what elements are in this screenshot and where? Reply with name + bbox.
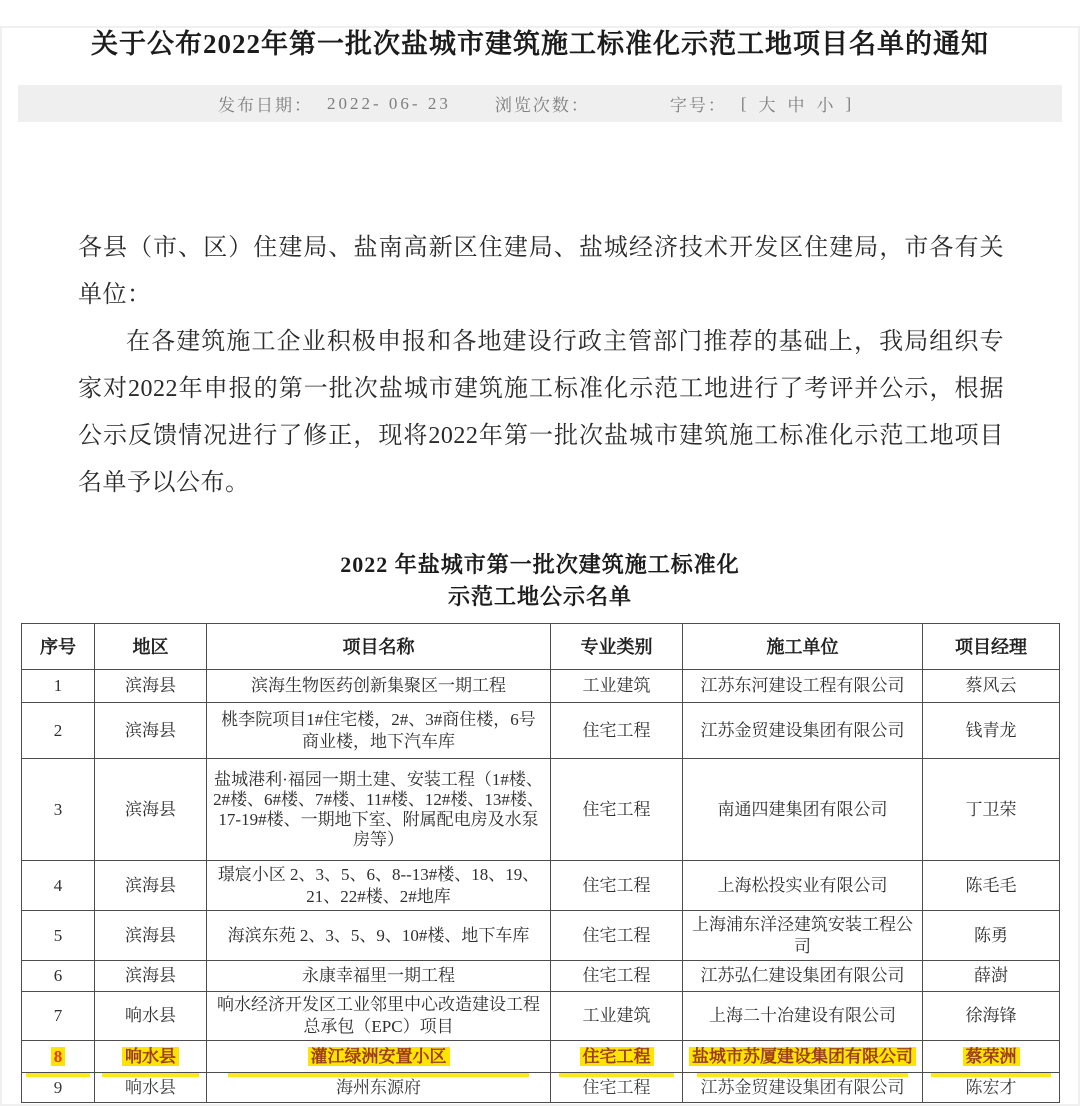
highlight-mark: 响水县 <box>122 1047 179 1066</box>
bracket-close: ] <box>845 93 854 113</box>
column-header-category: 专业类别 <box>551 624 683 670</box>
cell-contractor: 南通四建集团有限公司 <box>683 759 923 861</box>
table-title-line2: 示范工地公示名单 <box>447 584 632 609</box>
column-header-region: 地区 <box>95 624 207 670</box>
bracket-open: [ <box>740 93 749 113</box>
table-row-3 <box>22 759 1060 861</box>
cell-manager: 薛澍 <box>923 961 1060 992</box>
cell-seq: 6 <box>22 961 95 992</box>
table-row-7 <box>22 992 1060 1041</box>
cell-contractor: 上海浦东洋泾建筑安装工程公司 <box>683 911 923 961</box>
notice-paragraph-recipients: 各县（市、区）住建局、盐南高新区住建局、盐城经济技术开发区住建局，市各有关单位： <box>78 235 1004 308</box>
cell-contractor: 江苏金贸建设集团有限公司 <box>683 1073 923 1103</box>
cell-category: 住宅工程 <box>551 1073 683 1103</box>
cell-seq: 9 <box>22 1073 95 1103</box>
cell-category <box>551 1041 683 1073</box>
table-title-line1: 2022 年盐城市第一批次建筑施工标准化 <box>340 552 740 577</box>
cell-category: 住宅工程 <box>551 703 683 759</box>
cell-seq: 2 <box>22 703 95 759</box>
cell-contractor: 江苏弘仁建设集团有限公司 <box>683 961 923 992</box>
cell-region: 滨海县 <box>95 961 207 992</box>
cell-region: 响水县 <box>95 992 207 1041</box>
cell-category: 工业建筑 <box>551 992 683 1041</box>
column-header-contractor: 施工单位 <box>683 624 923 670</box>
table-row-1 <box>22 670 1060 703</box>
cell-project: 永康幸福里一期工程 <box>207 961 551 992</box>
publish-date-value: 2022- 06- 23 <box>327 93 451 113</box>
cell-contractor: 上海松投实业有限公司 <box>683 861 923 911</box>
table-row-5 <box>22 911 1060 961</box>
font-size-label: 字号： <box>669 96 727 115</box>
cell-manager: 钱青龙 <box>923 703 1060 759</box>
table-row-8-highlighted <box>22 1041 1060 1073</box>
table-header-row <box>22 624 1060 670</box>
column-header-seq: 序号 <box>22 624 95 670</box>
notice-paragraph-main: 在各建筑施工企业积极申报和各地建设行政主管部门推荐的基础上，我局组织专家对2022年申报的第一批次盐城市建筑施工标准化示范工地进行了考评并公示，根据公示反馈情况进行了修正，现将2022年第一批次盐城市建筑施工标准化示范工地项目名单予以公布。 <box>78 329 1004 496</box>
table-row-9 <box>22 1073 1060 1103</box>
cell-region: 滨海县 <box>95 911 207 961</box>
highlight-mark: 蔡荣洲 <box>963 1047 1020 1066</box>
publish-date-label: 发布日期： <box>218 96 313 115</box>
cell-project: 响水经济开发区工业邻里中心改造建设工程总承包（EPC）项目 <box>207 992 551 1041</box>
table-title <box>0 549 1080 613</box>
font-size-small-link[interactable]: 小 <box>816 96 836 115</box>
notice-body <box>78 225 1004 507</box>
cell-project <box>207 1041 551 1073</box>
cell-category: 住宅工程 <box>551 911 683 961</box>
cell-seq: 7 <box>22 992 95 1041</box>
meta-bar <box>18 85 1062 122</box>
cell-project: 滨海生物医药创新集聚区一期工程 <box>207 670 551 703</box>
table-row-2 <box>22 703 1060 759</box>
cell-manager: 丁卫荣 <box>923 759 1060 861</box>
column-header-manager: 项目经理 <box>923 624 1060 670</box>
cell-region: 响水县 <box>95 1073 207 1103</box>
page-title: 关于公布2022年第一批次盐城市建筑施工标准化示范工地项目名单的通知 <box>91 29 989 59</box>
cell-contractor <box>683 1041 923 1073</box>
cell-manager: 蔡风云 <box>923 670 1060 703</box>
cell-project: 桃李院项目1#住宅楼，2#、3#商住楼，6号商业楼，地下汽车库 <box>207 703 551 759</box>
cell-contractor: 江苏金贸建设集团有限公司 <box>683 703 923 759</box>
cell-category: 工业建筑 <box>551 670 683 703</box>
table-row-4 <box>22 861 1060 911</box>
cell-contractor: 江苏东河建设工程有限公司 <box>683 670 923 703</box>
cell-region: 滨海县 <box>95 861 207 911</box>
cell-manager: 陈宏才 <box>923 1073 1060 1103</box>
announcement-table <box>21 623 1060 1103</box>
cell-region: 滨海县 <box>95 759 207 861</box>
cell-region <box>95 1041 207 1073</box>
cell-seq: 1 <box>22 670 95 703</box>
cell-category: 住宅工程 <box>551 759 683 861</box>
cell-seq: 5 <box>22 911 95 961</box>
notice-page <box>0 26 1080 1106</box>
cell-project: 盐城港利·福园一期土建、安装工程（1#楼、2#楼、6#楼、7#楼、11#楼、12#楼、13#楼、17-19#楼、一期地下室、附属配电房及水泵房等） <box>207 759 551 861</box>
cell-manager <box>923 1041 1060 1073</box>
column-header-project: 项目名称 <box>207 624 551 670</box>
cell-manager: 陈毛毛 <box>923 861 1060 911</box>
table-row-6 <box>22 961 1060 992</box>
cell-contractor: 上海二十冶建设有限公司 <box>683 992 923 1041</box>
cell-seq <box>22 1041 95 1073</box>
views-label: 浏览次数： <box>494 96 590 115</box>
cell-category: 住宅工程 <box>551 961 683 992</box>
cell-manager: 徐海锋 <box>923 992 1060 1041</box>
font-size-medium-link[interactable]: 中 <box>787 96 807 115</box>
cell-project: 海州东源府 <box>207 1073 551 1103</box>
highlight-mark: 灌江绿洲安置小区 <box>308 1047 450 1066</box>
cell-manager: 陈勇 <box>923 911 1060 961</box>
cell-seq: 4 <box>22 861 95 911</box>
cell-region: 滨海县 <box>95 703 207 759</box>
cell-seq: 3 <box>22 759 95 861</box>
cell-category: 住宅工程 <box>551 861 683 911</box>
cell-region: 滨海县 <box>95 670 207 703</box>
highlight-mark: 8 <box>51 1047 66 1066</box>
cell-project: 海滨东苑 2、3、5、9、10#楼、地下车库 <box>207 911 551 961</box>
cell-project: 璟宸小区 2、3、5、6、8--13#楼、18、19、21、22#楼、2#地库 <box>207 861 551 911</box>
highlight-mark: 住宅工程 <box>580 1047 654 1066</box>
highlight-mark: 盐城市苏厦建设集团有限公司 <box>689 1047 916 1066</box>
font-size-large-link[interactable]: 大 <box>758 96 778 115</box>
font-size-switcher <box>741 91 853 116</box>
